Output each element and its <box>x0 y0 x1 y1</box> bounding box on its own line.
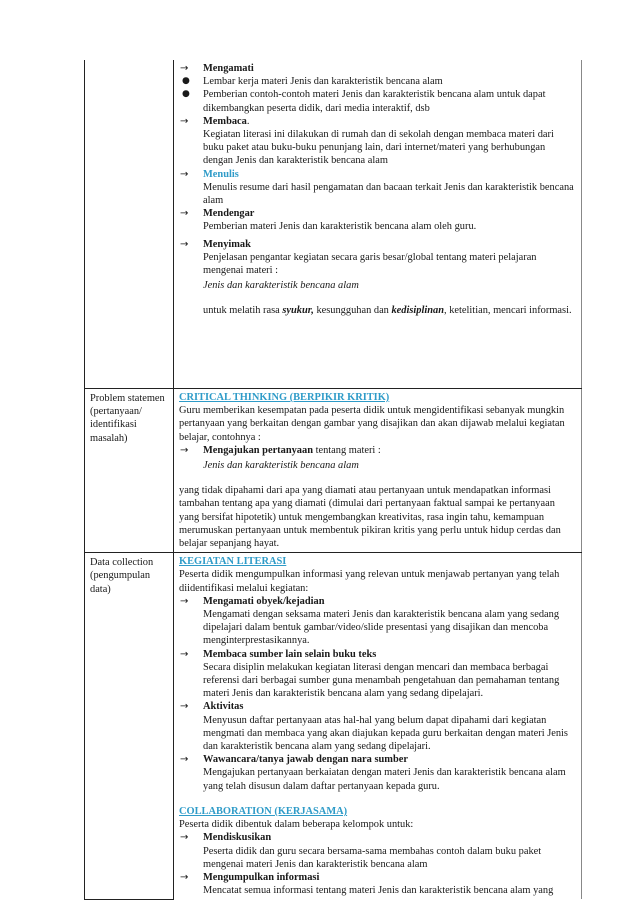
row-content-observe <box>174 60 582 389</box>
item-title-suffix: . <box>246 115 250 127</box>
document-page <box>84 60 582 900</box>
row-label: Problem statemen (pertanyaan/ identifikasi masalah) <box>85 389 174 553</box>
section-heading: COLLABORATION (KERJASAMA) <box>179 805 348 817</box>
list-item <box>179 648 577 661</box>
table-row <box>85 389 582 553</box>
row-content-problem <box>174 389 582 553</box>
arrow-icon: → <box>180 871 189 883</box>
list-item <box>179 75 577 88</box>
bullet-icon: ● <box>182 76 190 87</box>
arrow-icon: → <box>180 208 189 220</box>
row-label <box>85 60 174 389</box>
item-title: Wawancara/tanya jawab dengan nara sumber <box>203 754 408 766</box>
section-intro: Peserta didik dibentuk dalam beberapa kelompok untuk: <box>179 819 414 831</box>
item-desc: Penjelasan pengantar kegiatan secara garis besar/global tentang materi pelajaran mengenai materi : <box>203 251 537 277</box>
item-title: Aktivitas <box>203 701 244 713</box>
arrow-icon: → <box>180 115 189 127</box>
arrow-icon: → <box>180 168 189 180</box>
item-text: Lembar kerja materi Jenis dan karakteristik bencana alam <box>203 76 443 88</box>
item-title: Mengajukan pertanyaan <box>203 444 313 456</box>
list-item <box>179 207 577 220</box>
item-desc: Menulis resume dari hasil pengamatan dan bacaan terkait Jenis dan karakteristik bencana alam <box>203 181 574 207</box>
section-heading: KEGIATAN LITERASI <box>179 556 287 568</box>
arrow-icon: → <box>180 595 189 607</box>
list-item <box>179 595 577 608</box>
table-row <box>85 553 582 900</box>
item-suffix: tentang materi : <box>312 444 381 456</box>
table-row <box>85 60 582 389</box>
section-outro: yang tidak dipahami dari apa yang diamati atau pertanyaan untuk mendapatkan informasi tambahan tentang apa yang diamati (dimulai dari pertanyaan faktual sampai ke pertanyaan yang bersifat hipotetik) untuk mengembangkan kreativitas, rasa ingin tahu, kemampuan merumuskan pertanyaan untuk membentuk pikiran kritis yang perlu untuk hidup cerdas dan belajar sepanjang hayat. <box>179 485 561 550</box>
item-desc: Mengajukan pertanyaan berkaiatan dengan materi Jenis dan karakteristik bencana alam yang telah disusun dalam daftar pertanyaan kepada guru. <box>203 767 566 792</box>
item-desc: Kegiatan literasi ini dilakukan di rumah dan di sekolah dengan membaca materi dari buku paket atau buku-buku penunjang lain, dari internet/materi yang berhubungan dengan Jenis dan karakteristik bencana alam <box>203 129 554 167</box>
arrow-icon: → <box>180 63 189 74</box>
item-title: Menulis <box>203 168 239 180</box>
section-intro: Peserta didik mengumpulkan informasi yang relevan untuk menjawab pertanyan yang telah diidentifikasi melalui kegiatan: <box>179 569 560 594</box>
item-desc: Pemberian materi Jenis dan karakteristik bencana alam oleh guru. <box>203 221 477 233</box>
item-title: Mengamati <box>203 63 254 74</box>
lesson-plan-table <box>84 60 582 900</box>
item-desc: Mencatat semua informasi tentang materi Jenis dan karakteristik bencana alam yang <box>203 885 554 897</box>
item-desc: Peserta didik dan guru secara bersama-sama membahas contoh dalam buku paket mengenai materi Jenis dan karakteristik bencana alam <box>203 845 542 870</box>
arrow-icon: → <box>180 648 189 660</box>
list-item <box>179 753 577 766</box>
item-title: Membaca <box>203 115 247 127</box>
section-heading: CRITICAL THINKING (BERPIKIR KRITIK) <box>179 392 390 403</box>
arrow-icon: → <box>180 832 189 844</box>
list-item <box>179 115 577 128</box>
list-item <box>179 62 577 75</box>
list-item <box>179 238 577 251</box>
arrow-icon: → <box>180 754 189 766</box>
topic-text: Jenis dan karakteristik bencana alam <box>203 460 359 472</box>
section-intro: Guru memberikan kesempatan pada peserta didik untuk mengidentifikasi sebanyak mungkin pertanyaan yang berkaitan dengan gambar yang disajikan dan akan dijawab melalui kegiatan belajar, contohnya : <box>179 405 565 443</box>
row-content-data <box>174 553 582 900</box>
list-item <box>179 444 577 457</box>
item-title: Mengamati obyek/kejadian <box>203 595 325 607</box>
item-text: Pemberian contoh-contoh materi Jenis dan karakteristik bencana alam untuk dapat dikembangkan peserta didik, dari media interaktif, dsb <box>203 89 546 114</box>
topic-text: Jenis dan karakteristik bencana alam <box>203 280 359 292</box>
bullet-icon: ● <box>182 89 190 100</box>
arrow-icon: → <box>180 444 189 456</box>
item-desc: Mengamati dengan seksama materi Jenis dan karakteristik bencana alam yang sedang dipelajari dalam bentuk gambar/video/slide presentasi yang disajikan dan mencoba menginterprestasikannya. <box>203 609 560 647</box>
list-item <box>179 831 577 844</box>
list-item <box>179 700 577 713</box>
arrow-icon: → <box>180 701 189 713</box>
item-desc: Menyusun daftar pertanyaan atas hal-hal yang belum dapat dipahami dari kegiatan mengmati dan membaca yang akan diajukan kepada guru berkaitan dengan materi Jenis dan karakteristik bencana alam yang sedang dipelajari. <box>203 714 568 753</box>
arrow-icon: → <box>180 238 189 250</box>
list-item <box>179 168 577 181</box>
item-title: Menyimak <box>203 238 251 250</box>
list-item <box>179 88 577 114</box>
item-title: Mendiskusikan <box>203 832 272 844</box>
closing-text: untuk melatih rasa syukur, kesungguhan dan kedisiplinan, ketelitian, mencari informasi. <box>203 305 572 317</box>
list-item <box>179 871 577 884</box>
row-label: Data collection (pengumpulan data) <box>85 553 174 900</box>
item-title: Mendengar <box>203 208 255 220</box>
item-title: Membaca sumber lain selain buku teks <box>203 648 377 660</box>
item-title: Mengumpulkan informasi <box>203 871 320 883</box>
item-desc: Secara disiplin melakukan kegiatan literasi dengan mencari dan membaca berbagai referensi dari berbagai sumber guna menambah pengetahuan dan pemahaman tentang materi Jenis dan karakteristik bencana alam yang sedang dipelajari. <box>203 661 560 700</box>
